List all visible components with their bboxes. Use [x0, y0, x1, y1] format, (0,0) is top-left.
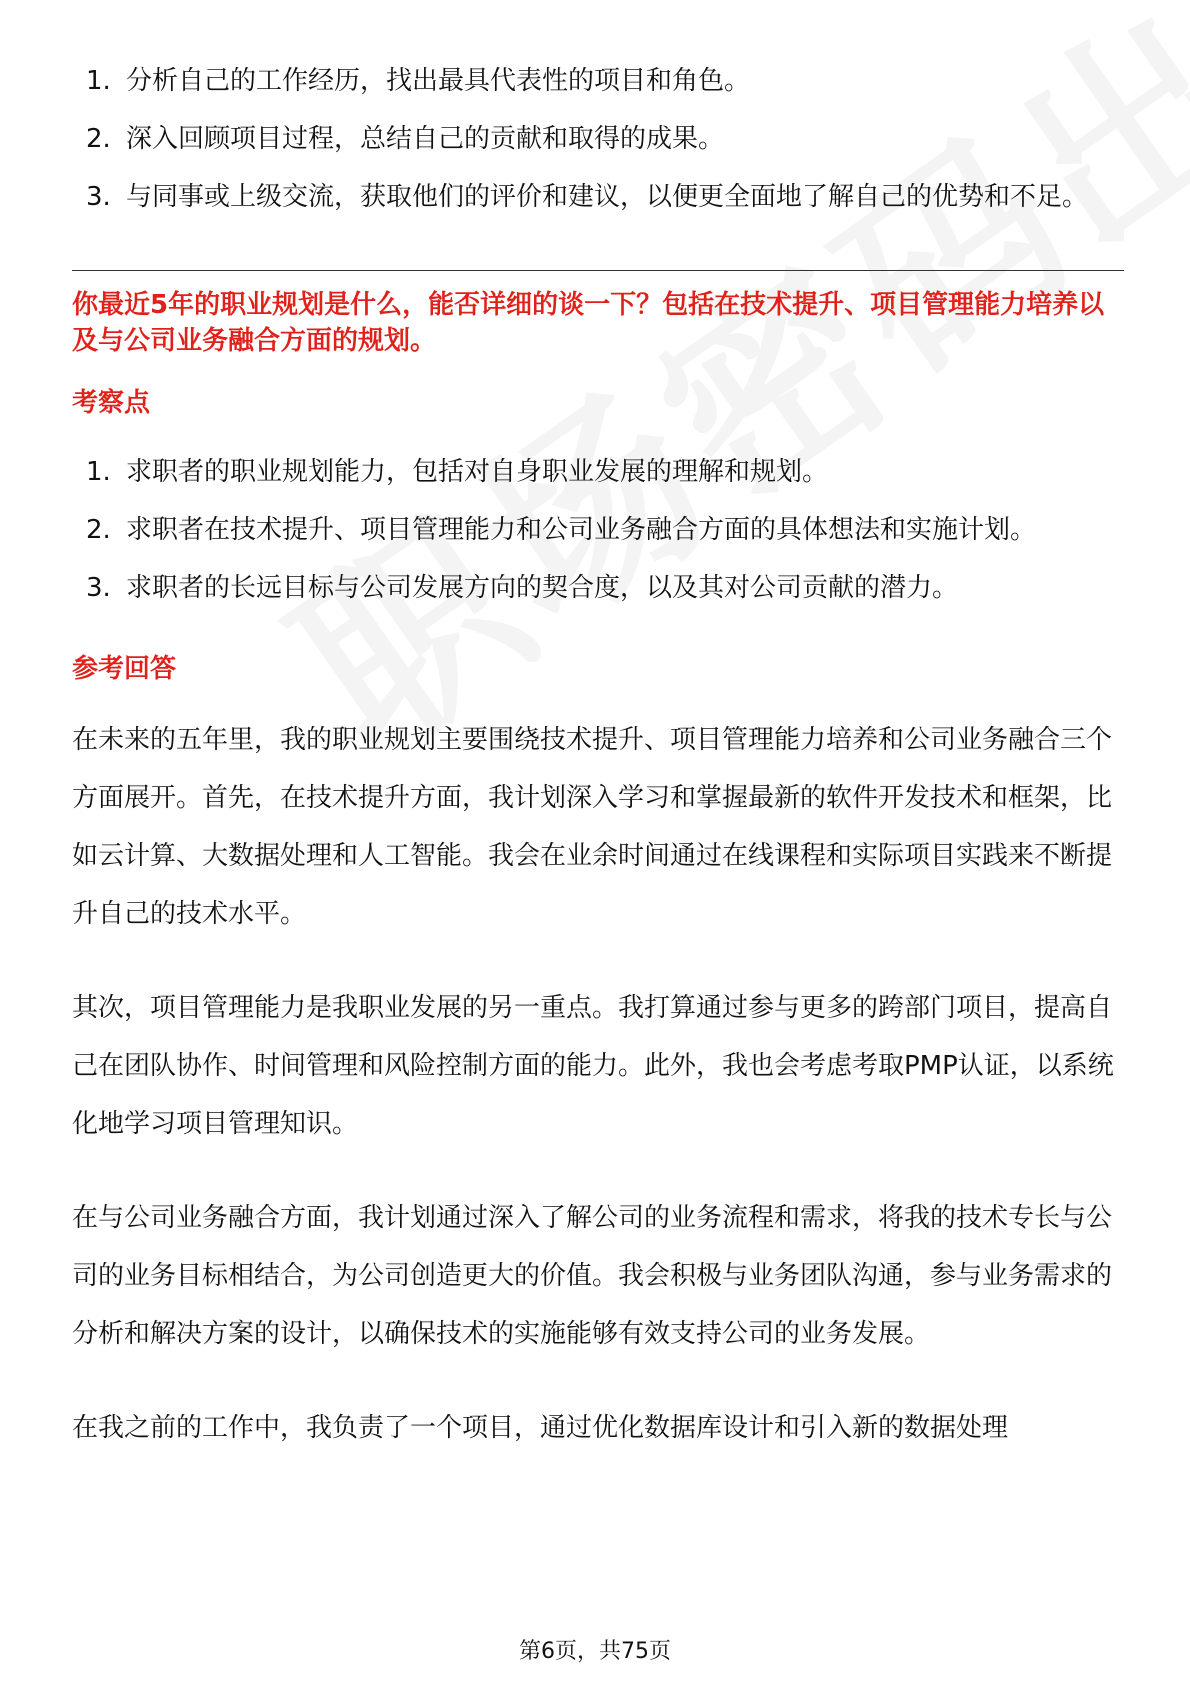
- list-item-number: 1.: [86, 66, 111, 96]
- list-item-number: 3.: [86, 182, 111, 212]
- list-item-text: 深入回顾项目过程，总结自己的贡献和取得的成果。: [126, 124, 725, 154]
- points-heading: 考察点: [72, 388, 151, 418]
- list-item-number: 1.: [86, 457, 111, 487]
- list-item-text: 求职者的职业规划能力，包括对自身职业发展的理解和规划。: [126, 457, 829, 487]
- points-numbered-list: [72, 443, 1124, 617]
- list-item: [72, 110, 1124, 168]
- list-item: [72, 501, 1124, 559]
- list-item-number: 2.: [86, 124, 111, 154]
- answer-paragraph: 其次，项目管理能力是我职业发展的另一重点。我打算通过参与更多的跨部门项目，提高自己在团队协作、时间管理和风险控制方面的能力。此外，我也会考虑考取PMP认证，以系统化地学习项目管理知识。: [72, 993, 1114, 1139]
- top-numbered-list: [72, 52, 1124, 226]
- list-item: [72, 168, 1124, 226]
- answer-paragraph: 在与公司业务融合方面，我计划通过深入了解公司的业务流程和需求，将我的技术专长与公司的业务目标相结合，为公司创造更大的价值。我会积极与业务团队沟通，参与业务需求的分析和解决方案的设计，以确保技术的实施能够有效支持公司的业务发展。: [72, 1203, 1113, 1349]
- list-item: [72, 443, 1124, 501]
- list-item-number: 2.: [86, 515, 111, 545]
- list-item-text: 求职者在技术提升、项目管理能力和公司业务融合方面的具体想法和实施计划。: [126, 515, 1037, 545]
- list-item-text: 与同事或上级交流，获取他们的评价和建议，以便更全面地了解自己的优势和不足。: [126, 182, 1089, 212]
- list-item: [72, 52, 1124, 110]
- list-item-number: 3.: [86, 573, 111, 603]
- interview-question: 你最近5年的职业规划是什么，能否详细的谈一下？包括在技术提升、项目管理能力培养以及与公司业务融合方面的规划。: [72, 290, 1105, 356]
- list-item-text: 分析自己的工作经历，找出最具代表性的项目和角色。: [126, 66, 751, 96]
- answer-heading: 参考回答: [72, 654, 177, 684]
- page-footer: 第6页，共75页: [519, 1639, 671, 1664]
- section-divider: [72, 270, 1124, 271]
- page-content: [72, 52, 1124, 1493]
- answer-paragraph: 在未来的五年里，我的职业规划主要围绕技术提升、项目管理能力培养和公司业务融合三个方面展开。首先，在技术提升方面，我计划深入学习和掌握最新的软件开发技术和框架，比如云计算、大数据处理和人工智能。我会在业余时间通过在线课程和实际项目实践来不断提升自己的技术水平。: [72, 725, 1113, 929]
- list-item: [72, 559, 1124, 617]
- list-item-text: 求职者的长远目标与公司发展方向的契合度，以及其对公司贡献的潜力。: [126, 573, 959, 603]
- answer-paragraph: 在我之前的工作中，我负责了一个项目，通过优化数据库设计和引入新的数据处理: [72, 1413, 1009, 1443]
